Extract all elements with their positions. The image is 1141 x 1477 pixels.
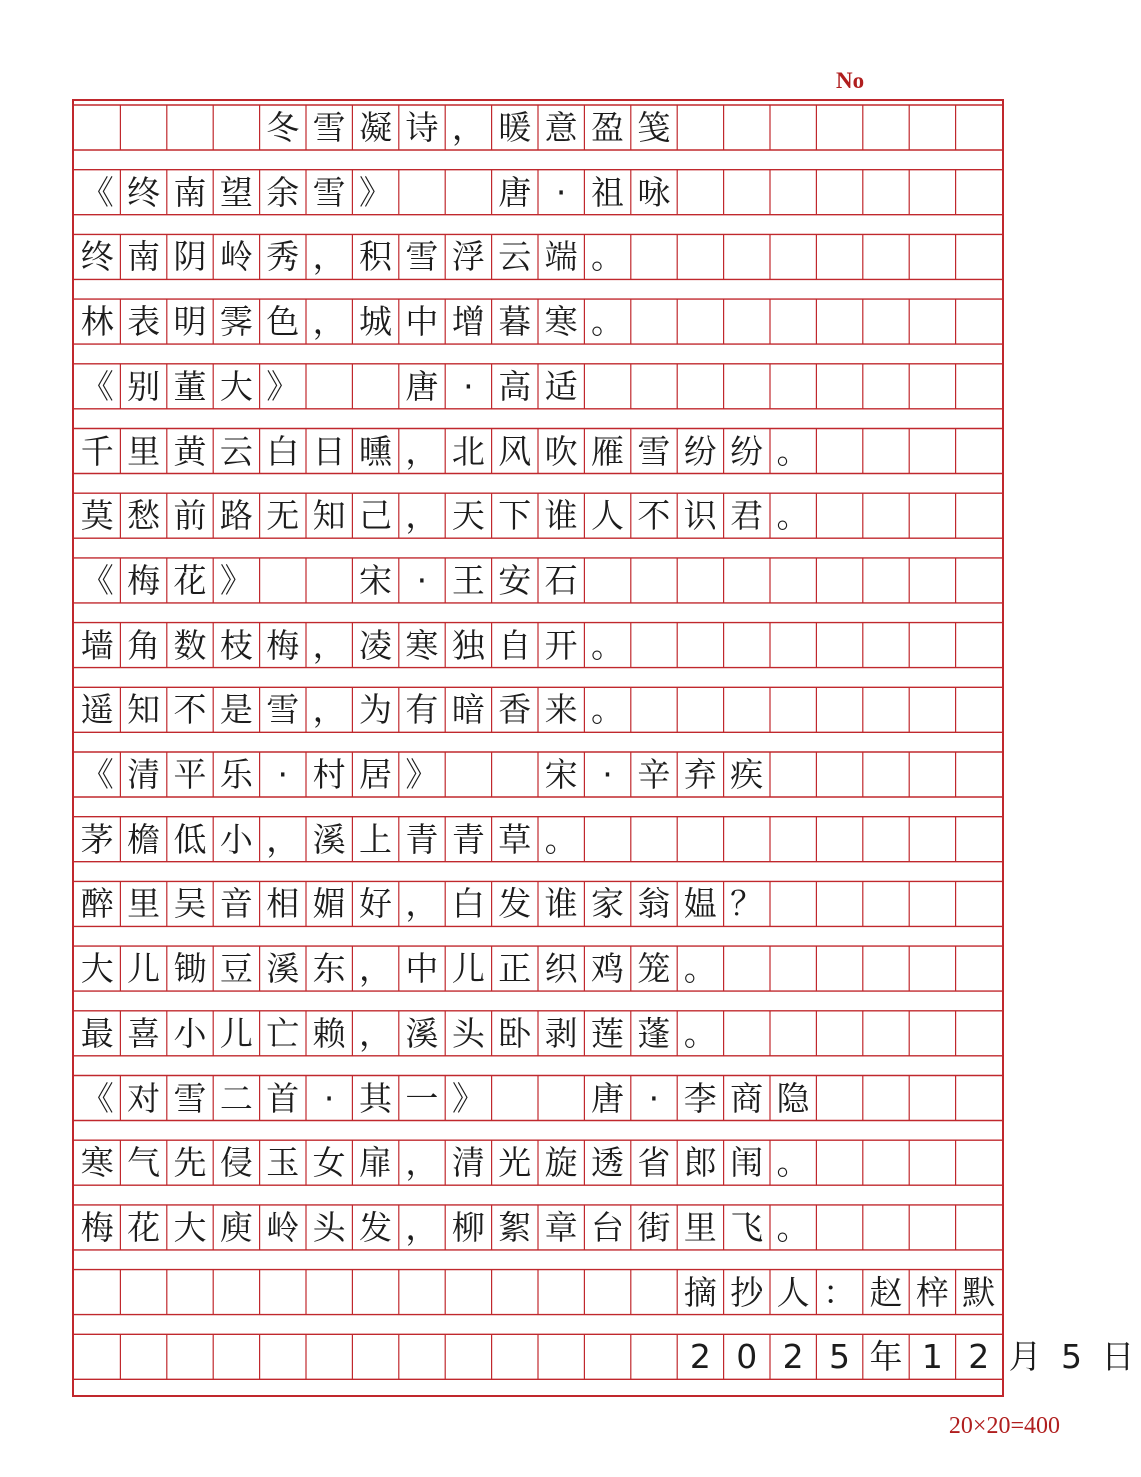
manuscript-grid-paper <box>72 99 1135 1397</box>
manuscript-line: 墙 角 数 枝 梅 ， 凌 寒 独 自 开 。 <box>80 625 624 665</box>
manuscript-line: 大 儿 锄 豆 溪 东 ， 中 儿 正 织 鸡 笼 。 <box>80 949 717 989</box>
manuscript-line: 醉 里 吴 音 相 媚 好 ， 白 发 谁 家 翁 媪 ？ <box>80 884 764 924</box>
manuscript-line: 终 南 阴 岭 秀 ， 积 雪 浮 云 端 。 <box>80 237 624 277</box>
manuscript-line: 《 对 雪 二 首 · 其 一 》 唐 · 李 商 隐 <box>80 1078 810 1118</box>
manuscript-line: 《 梅 花 》 宋 · 王 安 石 <box>80 560 578 600</box>
manuscript-line: 摘 抄 人 ： 赵 梓 默 <box>683 1272 996 1312</box>
manuscript-line: 2 0 2 5 年 1 2 月 5 日 <box>689 1337 1135 1377</box>
manuscript-line: 林 表 明 霁 色 ， 城 中 增 暮 寒 。 <box>80 302 624 342</box>
manuscript-line: 千 里 黄 云 白 日 曛 ， 北 风 吹 雁 雪 纷 纷 。 <box>80 431 810 471</box>
grid-lines <box>74 101 1002 1395</box>
manuscript-line: 莫 愁 前 路 无 知 己 ， 天 下 谁 人 不 识 君 。 <box>80 496 810 536</box>
manuscript-line: 梅 花 大 庾 岭 头 发 ， 柳 絮 章 台 街 里 飞 。 <box>80 1207 810 1247</box>
manuscript-line: 《 终 南 望 余 雪 》 唐 · 祖 咏 <box>80 172 671 212</box>
grid-spec-label: 20×20=400 <box>948 1413 1060 1439</box>
manuscript-line: 《 清 平 乐 · 村 居 》 宋 · 辛 弃 疾 <box>80 755 764 794</box>
page-number-label: No <box>836 68 865 93</box>
manuscript-line: 寒 气 先 侵 玉 女 扉 ， 清 光 旋 透 省 郎 闱 。 <box>80 1143 810 1183</box>
manuscript-line: 最 喜 小 儿 亡 赖 ， 溪 头 卧 剥 莲 蓬 。 <box>80 1013 717 1053</box>
manuscript-line: 遥 知 不 是 雪 ， 为 有 暗 香 来 。 <box>80 690 624 730</box>
manuscript-line: 冬 雪 凝 诗 ， 暖 意 盈 笺 <box>266 108 671 147</box>
manuscript-line: 茅 檐 低 小 ， 溪 上 青 青 草 。 <box>80 819 578 859</box>
manuscript-line: 《 别 董 大 》 唐 · 高 适 <box>80 366 578 406</box>
